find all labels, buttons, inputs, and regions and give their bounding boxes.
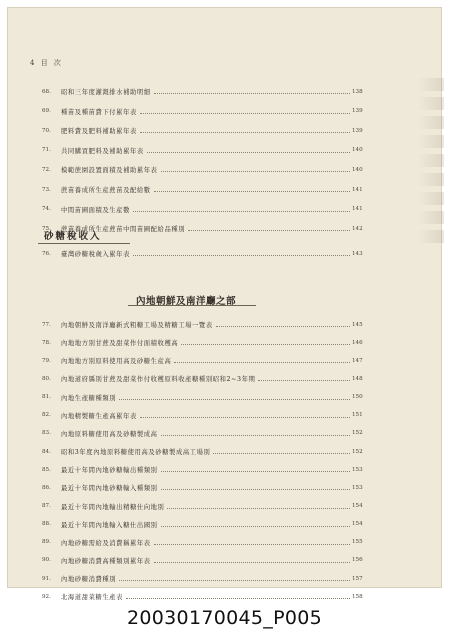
entry-title: 內地道府縣別甘蔗及甜菜作付收穫原料收產糖種別昭和2~3年期 <box>61 376 256 384</box>
dot-leader <box>167 508 350 509</box>
entry-title: 北海道甜菜糖生產表 <box>61 594 124 602</box>
entry-number: 91. <box>42 575 51 582</box>
entry-number: 84. <box>42 448 51 455</box>
toc-entry <box>0 164 449 175</box>
dot-leader <box>181 344 350 345</box>
toc-entry <box>0 591 449 602</box>
entry-page-number: 143 <box>352 250 363 257</box>
entry-number: 81. <box>42 394 51 401</box>
entry-page-number: 142 <box>352 225 363 232</box>
entry-number: 87. <box>42 503 51 509</box>
entry-number: 70. <box>42 127 51 134</box>
entry-title: 內地精製糖生產高累年表 <box>61 412 137 420</box>
entry-page-number: 148 <box>352 375 363 382</box>
dot-leader <box>216 326 350 327</box>
toc-entry <box>0 410 449 421</box>
toc-entry <box>0 555 449 566</box>
toc-entry <box>0 501 449 512</box>
dot-leader <box>140 417 350 418</box>
entry-title: 最近十年間內地輸入糖仕出國別 <box>61 521 158 529</box>
toc-entry <box>0 337 449 348</box>
toc-entry <box>0 86 449 97</box>
dot-leader <box>126 598 350 599</box>
entry-title: 內地砂糖消費高種類別累年表 <box>61 557 151 565</box>
entry-number: 79. <box>42 357 51 364</box>
dot-leader <box>161 435 350 436</box>
toc-entry <box>0 145 449 156</box>
toc-entry <box>0 392 449 403</box>
entry-number: 85. <box>42 466 51 473</box>
toc-entry <box>0 519 449 530</box>
entry-title: 最近十年間內地砂糖輸入種類別 <box>61 485 158 493</box>
dot-leader <box>161 489 350 490</box>
entry-page-number: 156 <box>352 557 363 564</box>
toc-entry <box>0 106 449 117</box>
entry-title: 昭和三年度灌漑排水補助明細 <box>61 89 151 96</box>
entry-title: 內地朝鮮及南洋廳新式粗糖工場及精糖工場一覽表 <box>61 322 213 329</box>
entry-number: 69. <box>42 108 51 115</box>
entry-title: 昭和3年度內地原料糖使用高及砂糖製成高工場別 <box>61 449 211 457</box>
toc-entry <box>0 573 449 584</box>
entry-page-number: 154 <box>352 503 363 509</box>
entry-title: 中間苗圃面積及生産數 <box>61 206 130 214</box>
toc-entry <box>0 204 449 215</box>
entry-number: 92. <box>42 593 51 600</box>
entry-page-number: 141 <box>352 186 363 193</box>
entry-page-number: 150 <box>352 394 363 401</box>
entry-page-number: 154 <box>352 521 363 528</box>
toc-entry <box>0 482 449 493</box>
entry-page-number: 155 <box>352 539 363 546</box>
entry-page-number: 146 <box>352 339 363 346</box>
entry-number: 88. <box>42 521 51 528</box>
entry-title: 蔗苗養成所生産蔗苗中間苗圃配給品種別 <box>61 226 186 234</box>
toc-entry <box>0 428 449 439</box>
section-title-sugar-tax: 砂糖稅收入 <box>44 231 102 242</box>
entry-title: 最近十年間內地輸出精糖仕向地別 <box>61 503 165 511</box>
entry-number: 76. <box>42 250 51 257</box>
dot-leader <box>154 93 350 94</box>
entry-page-number: 145 <box>352 321 363 328</box>
dot-leader <box>133 255 350 256</box>
entry-number: 74. <box>42 206 51 213</box>
entry-number: 77. <box>42 321 51 328</box>
entry-page-number: 157 <box>352 575 363 582</box>
entry-page-number: 153 <box>352 484 363 491</box>
entry-page-number: 152 <box>352 448 363 455</box>
entry-title: 內地生產糖種類別 <box>61 394 117 402</box>
dot-leader <box>154 544 350 545</box>
entry-title: 模範蔗園設置面積及補助累年表 <box>61 167 158 175</box>
section-underline <box>38 243 130 244</box>
image-id-caption: 20030170045_P005 <box>127 607 322 629</box>
toc-entry <box>0 446 449 457</box>
section-underline <box>128 305 256 306</box>
dot-leader <box>119 399 350 400</box>
entry-page-number: 158 <box>352 593 363 600</box>
entry-number: 82. <box>42 412 51 419</box>
entry-title: 種苗及種苗費下付累年表 <box>61 108 137 116</box>
toc-entry <box>0 373 449 384</box>
entry-title: 內地原料糖使用高及砂糖製成高 <box>61 430 158 438</box>
entry-page-number: 139 <box>352 108 363 115</box>
entry-title: 內地地方別甘蔗及甜菜作付面積收穫高 <box>61 340 179 348</box>
entry-number: 86. <box>42 484 51 491</box>
dot-leader <box>154 562 350 563</box>
entry-number: 72. <box>42 166 51 173</box>
section-title-mainland: 內地朝鮮及南洋廳之部 <box>136 296 237 307</box>
dot-leader <box>161 526 350 527</box>
toc-entry <box>0 319 449 330</box>
entry-page-number: 152 <box>352 430 363 437</box>
entry-page-number: 153 <box>352 466 363 473</box>
entry-title: 內地砂糖需給及消費稱累年表 <box>61 539 151 547</box>
page-header: 4 目 次 <box>30 59 63 67</box>
entry-page-number: 147 <box>352 357 363 364</box>
entry-title: 臺灣砂糖稅歲入累年表 <box>61 251 130 258</box>
entry-page-number: 138 <box>352 88 363 95</box>
entry-number: 89. <box>42 539 51 546</box>
entry-number: 73. <box>42 186 51 193</box>
entry-number: 71. <box>42 147 51 154</box>
toc-entry <box>0 355 449 366</box>
entry-number: 80. <box>42 375 51 382</box>
dot-leader <box>133 211 350 212</box>
toc-entry <box>0 464 449 475</box>
entry-number: 68. <box>42 88 51 95</box>
dot-leader <box>154 191 350 192</box>
entry-title: 內地地方別原料使用高及砂糖生産高 <box>61 358 172 366</box>
dot-leader <box>213 453 350 454</box>
entry-number: 90. <box>42 557 51 564</box>
entry-number: 78. <box>42 339 51 346</box>
entry-page-number: 140 <box>352 166 363 173</box>
toc-entry <box>0 537 449 548</box>
entry-page-number: 141 <box>352 206 363 213</box>
entry-title: 肥料費及肥料補助累年表 <box>61 128 137 136</box>
dot-leader <box>140 132 350 133</box>
dot-leader <box>161 171 350 172</box>
entry-title: 共同購買肥料及補助累年表 <box>61 147 144 155</box>
dot-leader <box>140 113 350 114</box>
toc-entry <box>0 184 449 195</box>
entry-page-number: 140 <box>352 147 363 154</box>
dot-leader <box>161 471 350 472</box>
dot-leader <box>174 362 350 363</box>
dot-leader <box>258 380 350 381</box>
dot-leader <box>119 580 350 581</box>
entry-title: 最近十年間內地砂糖輸出種類別 <box>61 467 158 475</box>
toc-entry <box>0 248 449 259</box>
dot-leader <box>147 152 350 153</box>
entry-title: 內地砂糖消費種別 <box>61 576 117 584</box>
dot-leader <box>188 230 350 231</box>
entry-number: 75. <box>42 225 51 232</box>
toc-entry <box>0 125 449 136</box>
entry-page-number: 151 <box>352 412 363 419</box>
entry-title: 蔗苗養成所生産蔗苗及配給數 <box>61 187 151 194</box>
entry-number: 83. <box>42 430 51 437</box>
entry-page-number: 139 <box>352 127 363 134</box>
